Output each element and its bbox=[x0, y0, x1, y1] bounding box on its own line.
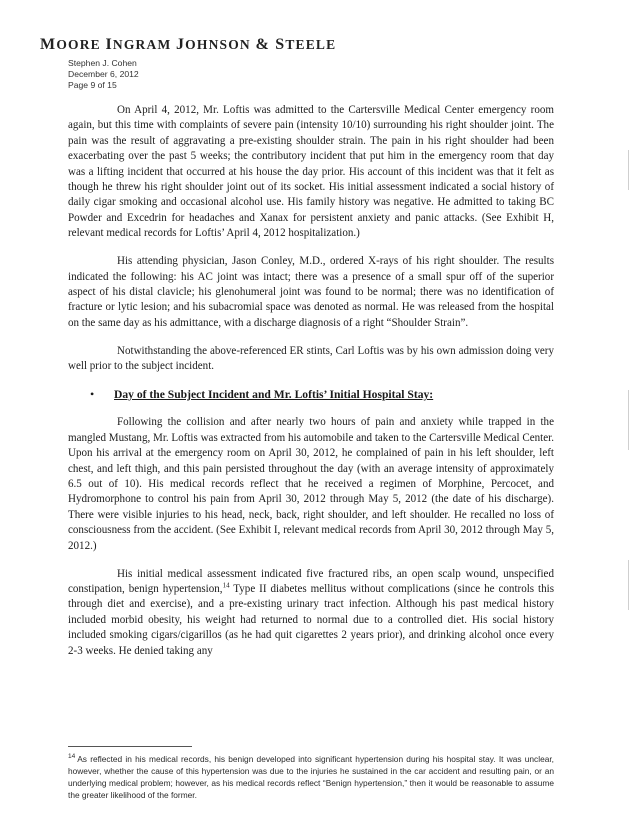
letter-date: December 6, 2012 bbox=[68, 69, 139, 79]
section-heading bbox=[68, 387, 554, 402]
bullet-icon: • bbox=[90, 387, 95, 402]
scan-edge-mark bbox=[628, 560, 629, 610]
paragraph-initial-assessment: His initial medical assessment indicated five fractured ribs, an open scalp wound, unspecified constipation, benign hypertension,$^{14}$ Type II diabetes mellitus without complications (since he controls this through diet and exercise), and a pre-existing urinary tract infection. Although his past medical history included morbid obesity, his weight had returned to normal due to a controlled diet. His social history included smoking cigars/cigarillos (as he had quit cigarettes 2 years prior), and drinking alcohol once every 2-3 weeks. He denied taking any bbox=[68, 567, 554, 657]
paragraph-xray-results: His attending physician, Jason Conley, M.D., ordered X-rays of his right shoulder. The results indicated the following: his AC joint was intact; there was a presence of a small spur off of the superior aspect of his distal clavicle; his glenohumeral joint was found to be normal; there was no identification of fracture or lytic lesion; and his subacromial space was denoted as normal. He was released from the hospital on the same day as his admittance, with a discharge diagnosis of a right “Shoulder Strain”. bbox=[68, 255, 554, 329]
footnote-reference[interactable]: 14 bbox=[222, 581, 230, 590]
scan-edge-mark bbox=[628, 150, 629, 190]
paragraph-april-4-admission: On April 4, 2012, Mr. Loftis was admitted to the Cartersville Medical Center emergency room again, but this time with complaints of severe pain (intensity 10/10) surrounding his right shoulder joint. The pain was the result of aggravating a pre-existing shoulder strain. The pain in his right shoulder had been exacerbating over the past 5 weeks; the contributory incident that put him in the emergency room that day was a lifting incident that occurred at his house the day prior. His account of this incident was that it felt as though he threw his right shoulder joint out of its socket. His initial assessment indicated a social history of daily cigar smoking and occasional alcohol use. His family history was negative. He admitted to taking BC Powder and Excedrin for headaches and Xanax for persistent anxiety and panic attacks. (See Exhibit H, relevant medical records for Loftis’ April 4, 2012 hospitalization.) bbox=[68, 104, 554, 240]
scan-edge-mark bbox=[628, 390, 629, 450]
paragraph-prior-health: Notwithstanding the above-referenced ER stints, Carl Loftis was by his own admission doing very well prior to the subject incident. bbox=[68, 344, 554, 373]
letter-meta bbox=[68, 58, 139, 91]
firm-letterhead: MOORE INGRAM JOHNSON & STEELE bbox=[40, 36, 337, 53]
page-number: Page 9 of 15 bbox=[68, 80, 117, 90]
footnote-14 bbox=[68, 753, 554, 801]
paragraph-collision-hospital-stay: Following the collision and after nearly two hours of pain and anxiety while trapped in the mangled Mustang, Mr. Loftis was extracted from his automobile and taken to the Cartersville Medical Center. Upon his arrival at the emergency room on April 30, 2012, he complained of pain in his left shoulder, left chest, and left thigh, and this pain persisted throughout the day (with an average intensity of approximately 6.5 out of 10). His medical records reflect that he received a regimen of Morphine, Percocet, and Hydromorphone to control his pain from April 30, 2012 through May 5, 2012 (the date of his discharge). There were visible injuries to his head, neck, back, right shoulder, and left shoulder. He recalled no loss of consciousness from the accident. (See Exhibit I, relevant medical records from April 30, 2012 through May 5, 2012.) bbox=[68, 416, 554, 552]
section-heading-text: Day of the Subject Incident and Mr. Loftis’ Initial Hospital Stay: bbox=[114, 388, 434, 402]
footnote-text: As reflected in his medical records, his benign developed into significant hypertension during his hospital stay. It was unclear, however, whether the cause of this hypertension was due to the injuries he sustained in the car accident and resulting pain, or an underlying medical problem; however, as his medical records reflect “Benign hypertension,” then it would be reasonable to assume the greater likelihood of the former. bbox=[68, 754, 554, 801]
footnote-divider bbox=[68, 746, 192, 747]
letter-body bbox=[68, 103, 554, 672]
recipient-name: Stephen J. Cohen bbox=[68, 58, 137, 68]
footnote-number: 14 bbox=[68, 753, 76, 761]
